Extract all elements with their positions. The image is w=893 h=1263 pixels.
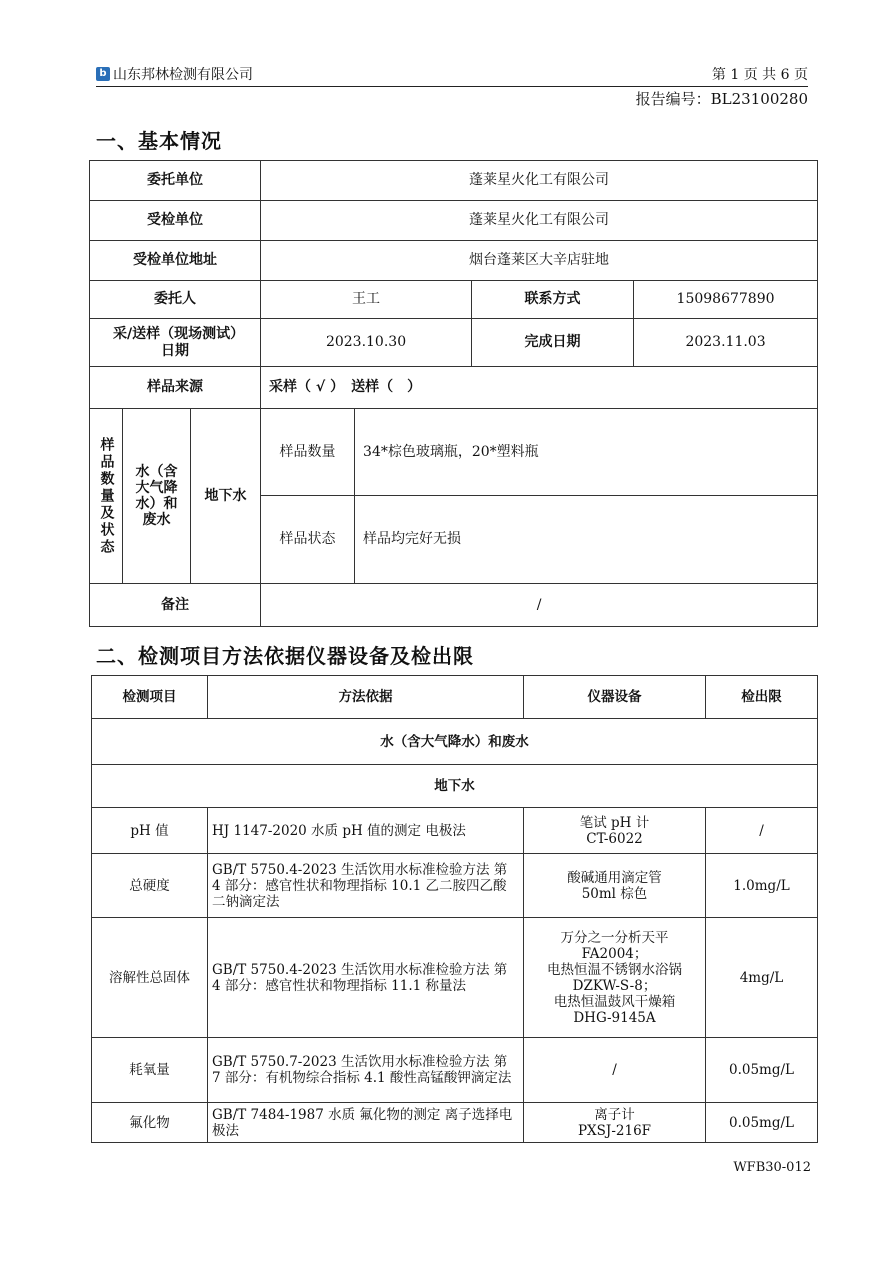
header-limit: 检出限 (706, 676, 818, 719)
qty-cell (261, 409, 818, 496)
source-value: 采样（ √ ） 送样（ ） (261, 367, 818, 409)
header-method: 方法依据 (208, 676, 524, 719)
section2-title: 二、检测项目方法依据仪器设备及检出限 (96, 644, 474, 668)
row-limit: 4mg/L (706, 918, 818, 1038)
table-row (92, 1103, 818, 1143)
status-cell (261, 496, 818, 584)
person-value: 王工 (261, 281, 472, 319)
section1-title: 一、基本情况 (96, 129, 222, 153)
row-item: 耗氧量 (92, 1038, 208, 1103)
row-limit: 0.05mg/L (706, 1103, 818, 1143)
sample-date-value: 2023.10.30 (261, 319, 472, 367)
row-instrument: 笔试 pH 计 CT-6022 (524, 808, 706, 854)
row-limit: / (706, 808, 818, 854)
finish-value: 2023.11.03 (634, 319, 818, 367)
sample-date-label: 采/送样（现场测试）日期 (90, 319, 261, 367)
finish-label: 完成日期 (472, 319, 634, 367)
company-name: 山东邦林检测有限公司 (113, 67, 253, 83)
header-instrument: 仪器设备 (524, 676, 706, 719)
row-item: 氟化物 (92, 1103, 208, 1143)
contact-label: 联系方式 (472, 281, 634, 319)
row-method: GB/T 5750.4-2023 生活饮用水标准检验方法 第 4 部分：感官性状和物理指标 11.1 称量法 (208, 918, 524, 1038)
status-label: 样品状态 (261, 496, 355, 583)
header-item: 检测项目 (92, 676, 208, 719)
company-logo-icon: b (96, 67, 110, 81)
row-method: HJ 1147-2020 水质 pH 值的测定 电极法 (208, 808, 524, 854)
qty-value: 34*棕色玻璃瓶，20*塑料瓶 (363, 443, 539, 460)
methods-table (91, 675, 818, 1143)
status-value: 样品均完好无损 (363, 531, 462, 547)
contact-value: 15098677890 (634, 281, 818, 319)
row-limit: 0.05mg/L (706, 1038, 818, 1103)
client-value: 蓬莱星火化工有限公司 (261, 161, 818, 201)
person-label: 委托人 (90, 281, 261, 319)
row-instrument: 酸碱通用滴定管 50ml 棕色 (524, 854, 706, 918)
row-method: GB/T 7484-1987 水质 氟化物的测定 离子选择电极法 (208, 1103, 524, 1143)
row-method: GB/T 5750.7-2023 生活饮用水标准检验方法 第 7 部分：有机物综合指标 4.1 酸性高锰酸钾滴定法 (208, 1038, 524, 1103)
qty-label: 样品数量 (261, 409, 355, 495)
inspected-label: 受检单位 (90, 201, 261, 241)
table-row (92, 1038, 818, 1103)
group-row: 水（含大气降水）和废水 (92, 719, 818, 765)
row-item: pH 值 (92, 808, 208, 854)
page-header (96, 66, 808, 87)
address-value: 烟台蓬莱区大辛店驻地 (261, 241, 818, 281)
row-instrument: / (524, 1038, 706, 1103)
water-type: 水（含大气降水）和废水 (123, 409, 191, 584)
qty-status-label: 样品数量及状态 (90, 409, 123, 584)
row-item: 总硬度 (92, 854, 208, 918)
source-label: 样品来源 (90, 367, 261, 409)
row-limit: 1.0mg/L (706, 854, 818, 918)
row-instrument: 离子计 PXSJ-216F (524, 1103, 706, 1143)
remark-label: 备注 (90, 584, 261, 627)
row-item: 溶解性总固体 (92, 918, 208, 1038)
client-label: 委托单位 (90, 161, 261, 201)
table-row (92, 808, 818, 854)
address-label: 受检单位地址 (90, 241, 261, 281)
report-number: 报告编号：BL23100280 (635, 90, 808, 108)
subgroup-row: 地下水 (92, 765, 818, 808)
table-row (92, 854, 818, 918)
inspected-value: 蓬莱星火化工有限公司 (261, 201, 818, 241)
row-instrument: 万分之一分析天平 FA2004； 电热恒温不锈钢水浴锅 DZKW-S-8； 电热恒温鼓风干燥箱 DHG-9145A (524, 918, 706, 1038)
remark-value: / (261, 584, 818, 627)
groundwater-label: 地下水 (191, 409, 261, 584)
basic-info-table (89, 160, 818, 627)
form-code: WFB30-012 (733, 1160, 811, 1175)
page-info: 第 1 页 共 6 页 (711, 67, 808, 83)
table-row (92, 918, 818, 1038)
row-method: GB/T 5750.4-2023 生活饮用水标准检验方法 第 4 部分：感官性状和物理指标 10.1 乙二胺四乙酸二钠滴定法 (208, 854, 524, 918)
